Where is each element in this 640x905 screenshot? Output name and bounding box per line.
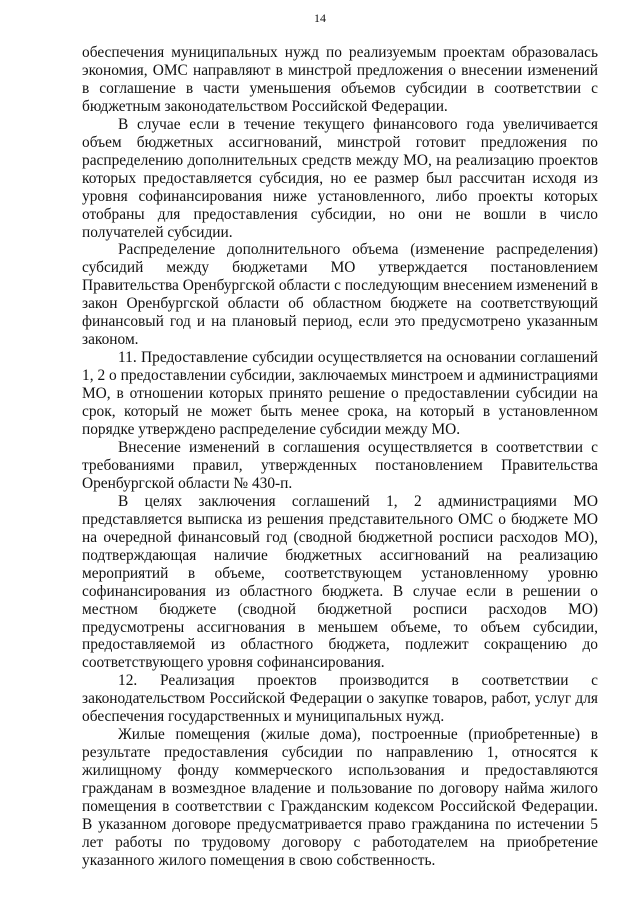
paragraph-item-11: 11. Предоставление субсидии осуществляется на основании соглашений 1, 2 о предоставлении субсидии, заключаемых минстроем и администрациями МО, в отношении которых принято решение о предоставлении субсидии на срок, который не может быть менее срока, на который в установленном порядке утверждено распределение субсидии между МО.	[82, 349, 598, 439]
paragraph-housing: Жилые помещения (жилые дома), построенные (приобретенные) в результате предоставления субсидии по направлению 1, относятся к жилищному фонду коммерческого использования и предоставляются гражданам в возмездное владение и пользование по договору найма жилого помещения в соответствии с Гражданским кодексом Российской Федерации. В указанном договоре предусматривается право гражданина по истечении 5 лет работы по трудовому договору с работодателем на приобретение указанного жилого помещения в свою собственность.	[82, 726, 598, 869]
paragraph-agreement-conclusion: В целях заключения соглашений 1, 2 администрациями МО представляется выписка из решения представительного ОМС о бюджете МО на очередной финансовый год (сводной бюджетной росписи расходов МО), подтверждающая наличие бюджетных ассигнований на реализацию мероприятий в объеме, соответствующем установленному уровню софинансирования из областного бюджета. В случае если в решении о местном бюджете (сводной бюджетной росписи расходов МО) предусмотрены ассигнования в меньшем объеме, то объем субсидии, предоставляемой из областного бюджета, подлежит сокращению до соответствующего уровня софинансирования.	[82, 492, 598, 672]
paragraph-agreement-changes: Внесение изменений в соглашения осуществляется в соответствии с требованиями правил, утвержденных постановлением Правительства Оренбургской области № 430-п.	[82, 438, 598, 492]
page-number: 14	[314, 11, 326, 25]
paragraph-budget-increase: В случае если в течение текущего финансового года увеличивается объем бюджетных ассигнований, минстрой готовит предложения по распределению дополнительных средств между МО, на реализацию проектов которых предоставляется субсидия, но ее размер был рассчитан исходя из уровня софинансирования ниже установленного, либо проекты которых отобраны для предоставления субсидии, но они не вошли в число получателей субсидии.	[82, 115, 598, 241]
paragraph-distribution: Распределение дополнительного объема (изменение распределения) субсидий между бюджетами МО утверждается постановлением Правительства Оренбургской области с последующим внесением изменений в закон Оренбургской области об областном бюджете на соответствующий финансовый год и на плановый период, если это предусмотрено указанным законом.	[82, 241, 598, 349]
paragraph-item-12: 12. Реализация проектов производится в соответствии с законодательством Российской Федерации о закупке товаров, работ, услуг для обеспечения государственных и муниципальных нужд.	[82, 672, 598, 726]
document-body	[82, 44, 598, 870]
paragraph-continuation: обеспечения муниципальных нужд по реализуемым проектам образовалась экономия, ОМС направляют в минстрой предложения о внесении изменений в соглашение в части уменьшения объемов субсидии в соответствии с бюджетным законодательством Российской Федерации.	[82, 44, 598, 115]
